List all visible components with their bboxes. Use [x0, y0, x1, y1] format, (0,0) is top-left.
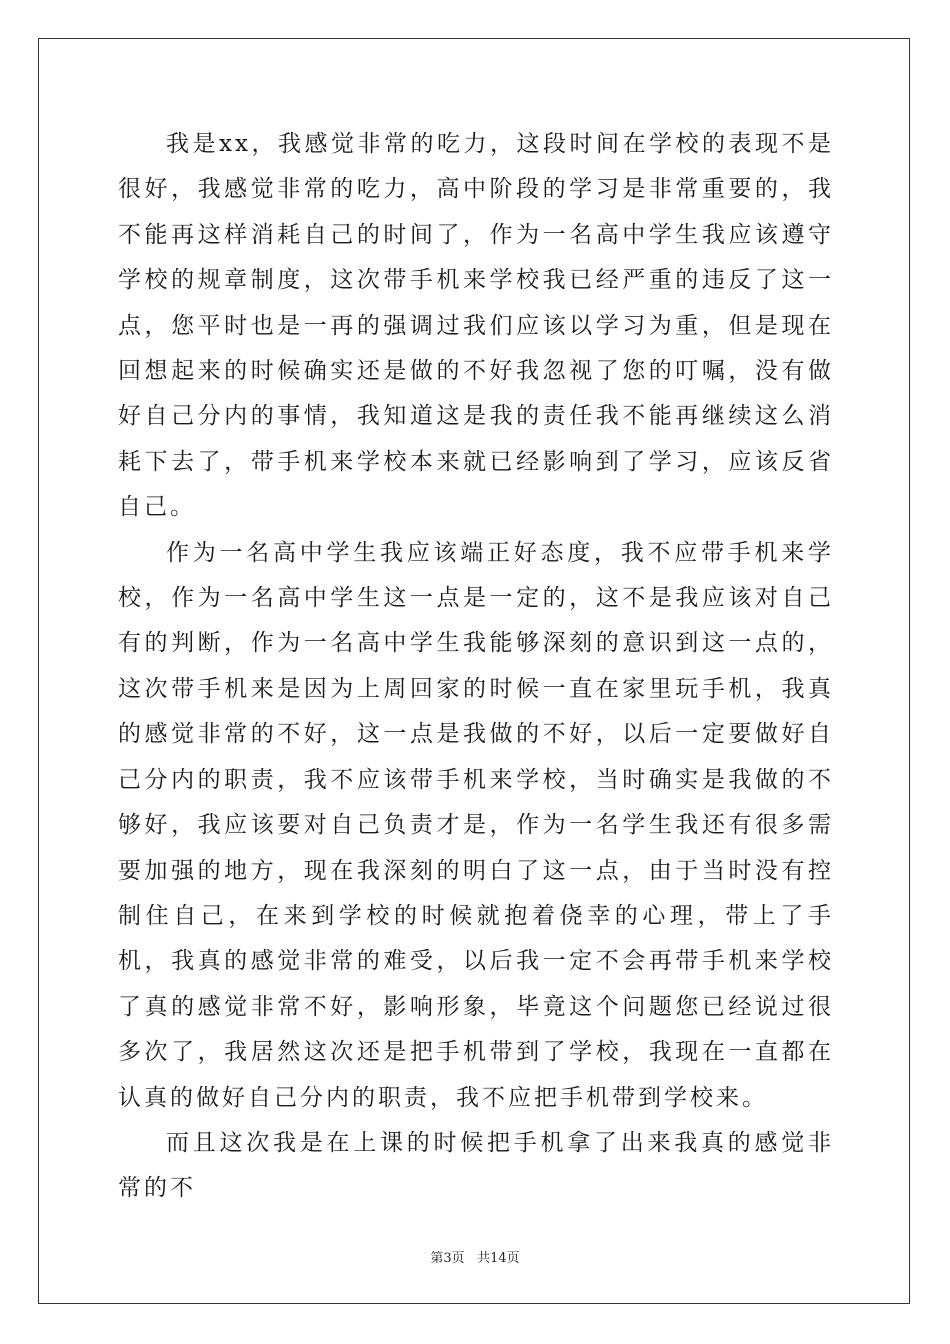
page-number: 第3页	[430, 1251, 465, 1266]
page-footer	[0, 1247, 950, 1266]
paragraph-3: 而且这次我是在上课的时候把手机拿了出来我真的感觉非常的不	[118, 1129, 834, 1202]
paragraph-2: 作为一名高中学生我应该端正好态度，我不应带手机来学校，作为一名高中学生这一点是一定的，这不是我应该对自己有的判断，作为一名高中学生我能够深刻的意识到这一点的，这次带手机来是因为上周回家的时候一直在家里玩手机，我真的感觉非常的不好，这一点是我做的不好，以后一定要做好自己分内的职责，我不应该带手机来学校，当时确实是我做的不够好，我应该要对自己负责才是，作为一名学生我还有很多需要加强的地方，现在我深刻的明白了这一点，由于当时没有控制住自己，在来到学校的时候就抱着侥幸的心理，带上了手机，我真的感觉非常的难受，以后我一定不会再带手机来学校了真的感觉非常不好，影响形象，毕竟这个问题您已经说过很多次了，我居然这次还是把手机带到了学校，我现在一直都在认真的做好自己分内的职责，我不应把手机带到学校来。	[118, 539, 834, 1111]
document-body	[118, 122, 834, 1212]
paragraph-1: 我是xx，我感觉非常的吃力，这段时间在学校的表现不是很好，我感觉非常的吃力，高中阶段的学习是非常重要的，我不能再这样消耗自己的时间了，作为一名高中学生我应该遵守学校的规章制度，这次带手机来学校我已经严重的违反了这一点，您平时也是一再的强调过我们应该以学习为重，但是现在回想起来的时候确实还是做的不好我忽视了您的叮嘱，没有做好自己分内的事情，我知道这是我的责任我不能再继续这么消耗下去了，带手机来学校本来就已经影响到了学习，应该反省自己。	[118, 131, 834, 521]
total-pages: 共14页	[477, 1251, 520, 1266]
